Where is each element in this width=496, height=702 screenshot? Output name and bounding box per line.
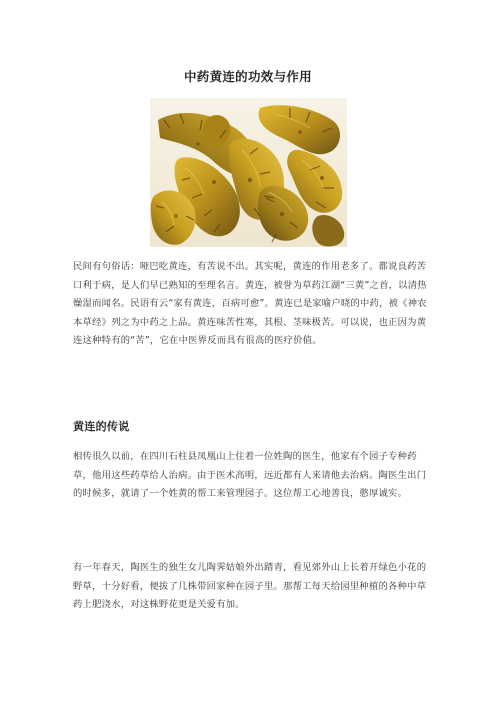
legend-paragraph-2: 有一年春天，陶医生的独生女儿陶霁姑娘外出踏青，看见郊外山上长着开绿色小花的野草，十分好看，便拔了几株带回家种在园子里。那帮工每天给园里种植的各种中草药上肥浇水，对这株野花更是关爱有加。 bbox=[73, 562, 427, 611]
document-title: 中药黄连的功效与作用 bbox=[183, 69, 312, 84]
huanglian-rhizome-photo bbox=[150, 98, 347, 247]
legend-section-heading: 黄连的传说 bbox=[73, 420, 130, 433]
legend-paragraph-1: 相传很久以前，在四川石柱县凤凰山上住着一位姓陶的医生，他家有个园子专种药草，他用这些药草给人治病。由于医术高明，远近都有人来请他去治病。陶医生出门的时候多，就请了一个姓黄的帮工来管理园子。这位帮工心地善良，憨厚诚实。 bbox=[73, 451, 427, 500]
intro-paragraph: 民间有句俗话：哑巴吃黄连，有苦说不出。其实呢，黄连的作用老多了。都说良药苦口利于病，是人们早已熟知的至理名言。黄连，被誉为草药江湖“三黄”之首，以清热燥湿而闻名。民语有云“家有黄连，百病可愈”。黄连已是家喻户晓的中药，被《神农本草经》列之为中药之上品。黄连味苦性寒，其根、茎味极苦。可以说，也正因为黄连这种特有的“苦”，它在中医界反而具有很高的医疗价值。 bbox=[73, 261, 427, 347]
rhizome-illustration-icon bbox=[150, 98, 347, 247]
